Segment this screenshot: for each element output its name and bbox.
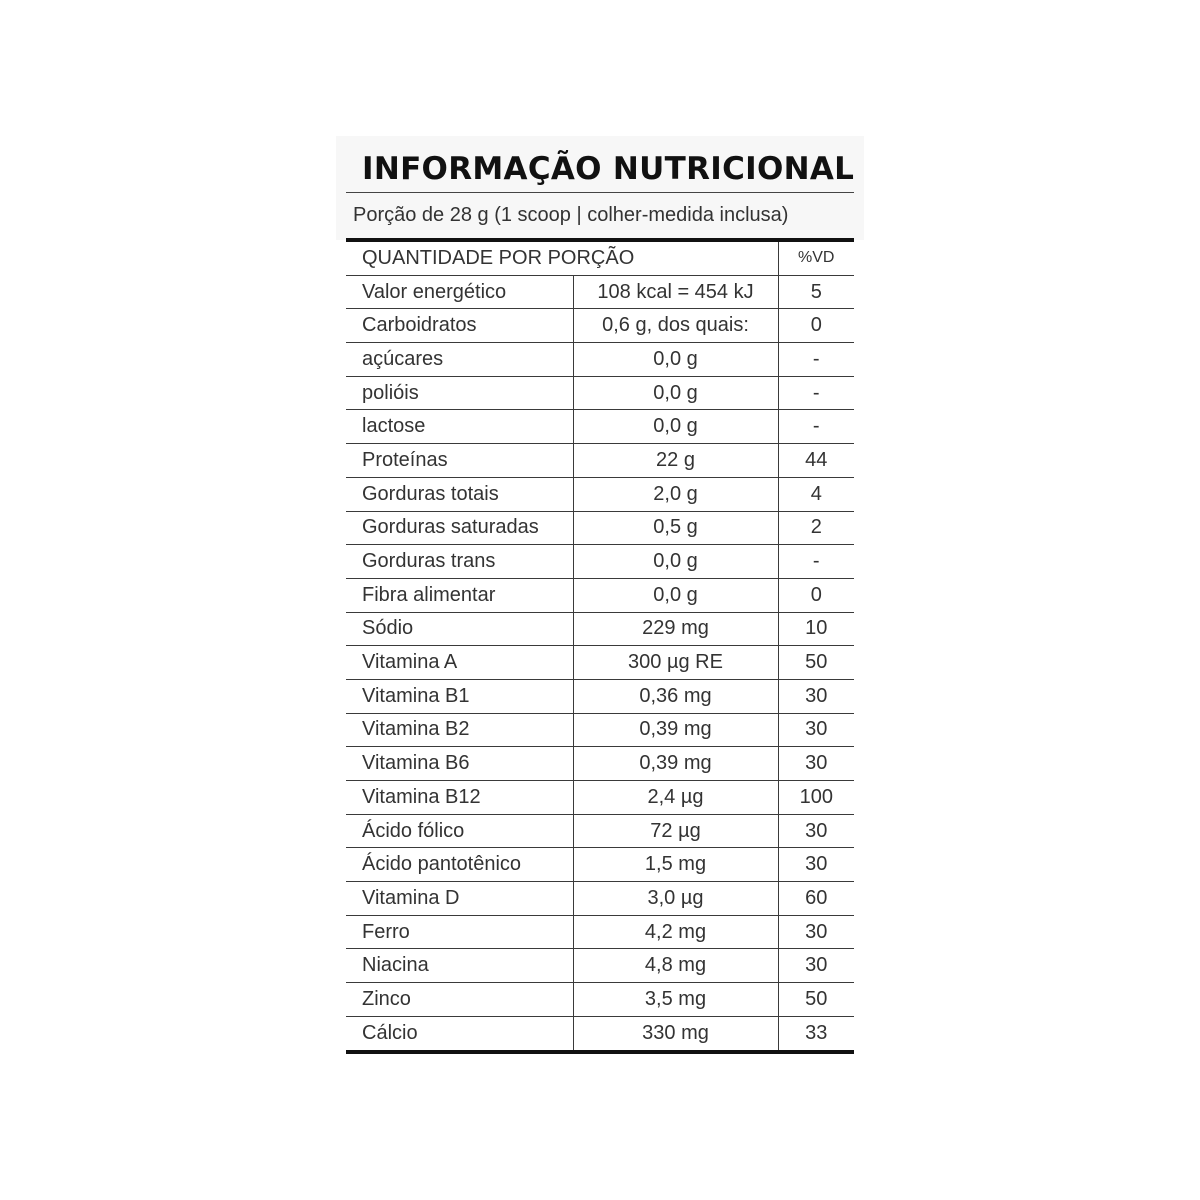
nutrient-name: Ácido pantotênico	[346, 848, 573, 882]
nutrient-name: polióis	[346, 376, 573, 410]
nutrient-vd: 5	[778, 275, 854, 309]
title-divider	[346, 192, 854, 193]
table-row	[346, 983, 854, 1017]
nutrient-amount: 1,5 mg	[573, 848, 778, 882]
table-row	[346, 309, 854, 343]
nutrient-vd: 30	[778, 915, 854, 949]
nutrient-vd: 30	[778, 949, 854, 983]
quantity-header: QUANTIDADE POR PORÇÃO	[362, 246, 635, 269]
nutrient-name: Proteínas	[346, 444, 573, 478]
table-row	[346, 376, 854, 410]
nutrient-vd: 50	[778, 983, 854, 1017]
table-row	[346, 713, 854, 747]
table-row	[346, 545, 854, 579]
nutrient-name: Cálcio	[346, 1016, 573, 1049]
nutrient-name: Niacina	[346, 949, 573, 983]
nutrient-amount: 300 µg RE	[573, 646, 778, 680]
table-row	[346, 612, 854, 646]
nutrient-vd: 50	[778, 646, 854, 680]
nutrient-vd: 44	[778, 444, 854, 478]
nutrient-name: Vitamina B2	[346, 713, 573, 747]
table-row	[346, 848, 854, 882]
nutrient-name: Vitamina B1	[346, 679, 573, 713]
nutrient-vd: 0	[778, 309, 854, 343]
nutrient-vd: 30	[778, 713, 854, 747]
nutrient-vd: 10	[778, 612, 854, 646]
vd-header: %VD	[778, 242, 854, 275]
nutrient-vd: 30	[778, 747, 854, 781]
nutrient-amount: 0,39 mg	[573, 713, 778, 747]
nutrient-vd: 60	[778, 882, 854, 916]
table-header-row	[346, 242, 854, 275]
nutrient-name: Ferro	[346, 915, 573, 949]
table-row	[346, 882, 854, 916]
nutrient-name: Gorduras totais	[346, 477, 573, 511]
table-row	[346, 814, 854, 848]
table-bottom-rule	[346, 1050, 854, 1054]
nutrient-amount: 2,0 g	[573, 477, 778, 511]
nutrient-vd: -	[778, 410, 854, 444]
nutrient-amount: 0,0 g	[573, 578, 778, 612]
nutrient-name: Vitamina B6	[346, 747, 573, 781]
table-row	[346, 511, 854, 545]
table-row	[346, 275, 854, 309]
nutrient-amount: 0,0 g	[573, 376, 778, 410]
nutrient-vd: 2	[778, 511, 854, 545]
nutrient-vd: 100	[778, 781, 854, 815]
nutrient-name: açúcares	[346, 343, 573, 377]
nutrient-amount: 0,36 mg	[573, 679, 778, 713]
nutrient-vd: -	[778, 343, 854, 377]
table-row	[346, 444, 854, 478]
table-row	[346, 747, 854, 781]
nutrient-name: Zinco	[346, 983, 573, 1017]
nutrient-name: Gorduras trans	[346, 545, 573, 579]
nutrient-name: Carboidratos	[346, 309, 573, 343]
nutrient-vd: 30	[778, 848, 854, 882]
nutrient-vd: -	[778, 376, 854, 410]
nutrient-amount: 0,39 mg	[573, 747, 778, 781]
nutrient-name: Sódio	[346, 612, 573, 646]
nutrient-amount: 4,2 mg	[573, 915, 778, 949]
table-row	[346, 1016, 854, 1049]
nutrient-amount: 2,4 µg	[573, 781, 778, 815]
nutrient-vd: -	[778, 545, 854, 579]
nutrient-amount: 0,6 g, dos quais:	[573, 309, 778, 343]
table-row	[346, 915, 854, 949]
nutrient-name: Ácido fólico	[346, 814, 573, 848]
nutrient-amount: 0,0 g	[573, 343, 778, 377]
table-row	[346, 578, 854, 612]
nutrient-name: Gorduras saturadas	[346, 511, 573, 545]
table-row	[346, 781, 854, 815]
nutrient-vd: 0	[778, 578, 854, 612]
nutrient-amount: 22 g	[573, 444, 778, 478]
table-row	[346, 679, 854, 713]
table-row	[346, 646, 854, 680]
nutrient-name: Valor energético	[346, 275, 573, 309]
nutrient-amount: 330 mg	[573, 1016, 778, 1049]
nutrient-name: Fibra alimentar	[346, 578, 573, 612]
nutrient-name: Vitamina B12	[346, 781, 573, 815]
nutrient-vd: 4	[778, 477, 854, 511]
nutrient-vd: 30	[778, 679, 854, 713]
nutrient-name: Vitamina D	[346, 882, 573, 916]
nutrient-amount: 0,0 g	[573, 545, 778, 579]
nutrition-table	[346, 242, 854, 1050]
nutrient-name: lactose	[346, 410, 573, 444]
table-row	[346, 343, 854, 377]
nutrient-amount: 72 µg	[573, 814, 778, 848]
label-title: INFORMAÇÃO NUTRICIONAL	[362, 151, 855, 187]
table-row	[346, 410, 854, 444]
nutrient-amount: 108 kcal = 454 kJ	[573, 275, 778, 309]
nutrient-amount: 4,8 mg	[573, 949, 778, 983]
nutrient-vd: 30	[778, 814, 854, 848]
table-row	[346, 949, 854, 983]
nutrient-amount: 0,5 g	[573, 511, 778, 545]
table-row	[346, 477, 854, 511]
nutrient-amount: 3,5 mg	[573, 983, 778, 1017]
nutrient-amount: 3,0 µg	[573, 882, 778, 916]
nutrient-amount: 229 mg	[573, 612, 778, 646]
portion-text: Porção de 28 g (1 scoop | colher-medida inclusa)	[353, 204, 789, 226]
nutrient-vd: 33	[778, 1016, 854, 1049]
nutrient-amount: 0,0 g	[573, 410, 778, 444]
nutrient-name: Vitamina A	[346, 646, 573, 680]
